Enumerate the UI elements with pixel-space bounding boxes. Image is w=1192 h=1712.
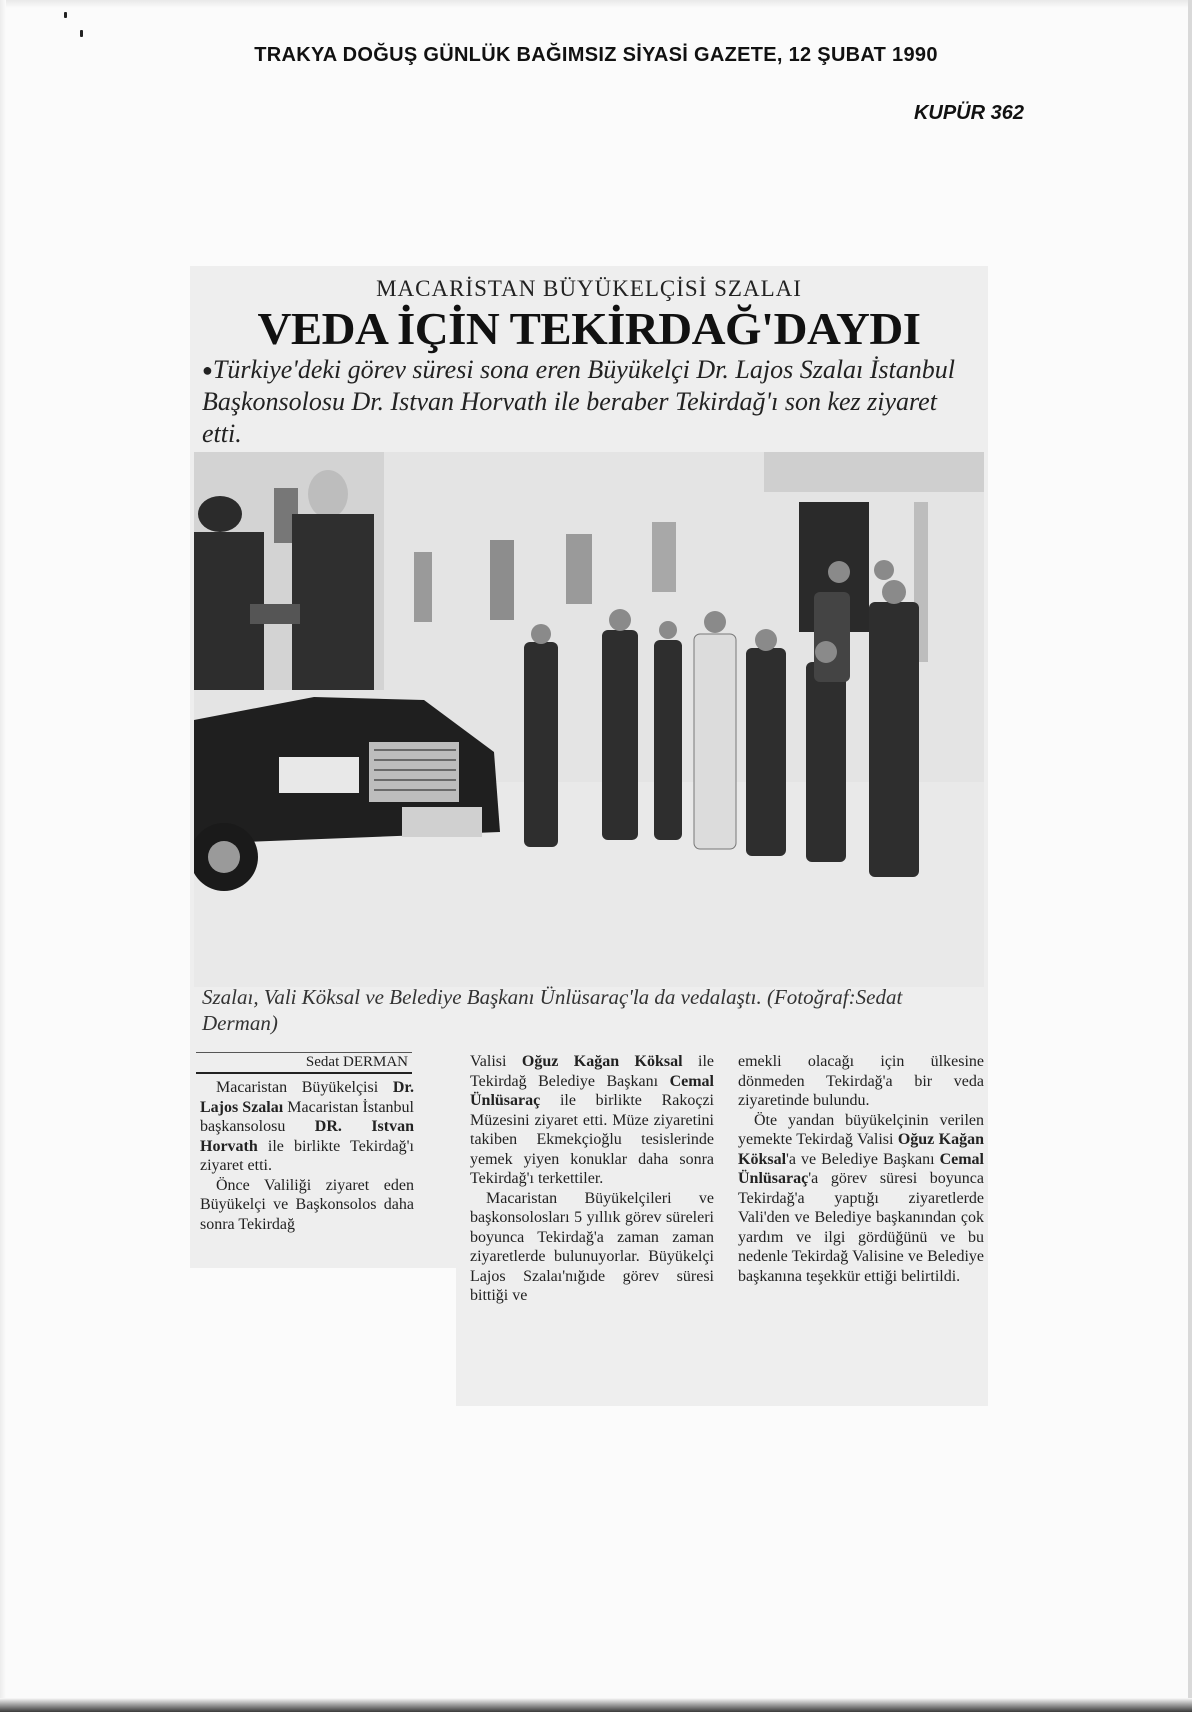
article-column-1 [200, 1078, 414, 1264]
page-title: TRAKYA DOĞUŞ GÜNLÜK BAĞIMSIZ SİYASİ GAZETE, 12 ŞUBAT 1990 [254, 44, 938, 66]
deck-text: Türkiye'deki görev süresi sona eren Büyükelçi Dr. Lajos Szalaı İstanbul Başkonsolosu Dr. Istvan Horvath ile beraber Tekirdağ'ı son kez ziyaret etti. [202, 355, 955, 448]
photo-illustration [194, 452, 984, 987]
scan-edge-top [0, 0, 1192, 8]
article-headline: VEDA İÇİN TEKİRDAĞ'DAYDI [257, 303, 921, 354]
article-deck [202, 354, 982, 450]
photo-caption: Szalaı, Vali Köksal ve Belediye Başkanı Ünlüsaraç'la da vedalaştı. (Fotoğraf:Sedat Derman) [202, 985, 903, 1035]
paragraph: Macaristan Büyükelçileri ve başkonsolosları 5 yıllık görev süreleri boyunca Tekirdağ'a zaman zaman ziyaretlerde bulunuyorlar. Büyükelçi Lajos Szalaı'nığıde görev süresi bittiği ve [470, 1189, 714, 1304]
paragraph: Valisi Oğuz Kağan Köksal ile Tekirdağ Belediye Başkanı Cemal Ünlüsaraç ile birlikte Rakoçzi Müzesini ziyaret etti. Müze ziyaretini takiben Ekmekçioğlu tesislerinde yemek yiyen konuklar daha sonra Tekirdağ'ı terkettiler. [470, 1053, 714, 1187]
scan-edge-left [0, 0, 6, 1712]
scan-edge-bottom [0, 1698, 1192, 1712]
scan-edge-right [1188, 0, 1192, 1712]
news-photo [194, 452, 984, 987]
paragraph: Öte yandan büyükelçinin verilen yemekte Tekirdağ Valisi Oğuz Kağan Köksal'a ve Belediye Başkanı Cemal Ünlüsaraç'a görev süresi boyunca Tekirdağ'a yaptığı ziyaretlerde Vali'den ve Belediye başkanından çok yardım ve ilgi gördüğünü ve bu nedenle Tekirdağ Valisine ve Belediye başkanına teşekkür ettiği belirtildi. [738, 1111, 984, 1285]
scan-dust-mark [64, 12, 67, 18]
paragraph: Önce Valiliği ziyaret eden Büyükelçi ve Başkonsolos daha sonra Tekirdağ [200, 1176, 414, 1233]
article-column-3 [738, 1052, 984, 1404]
byline: Sedat DERMAN [196, 1052, 412, 1074]
paragraph: emekli olacağı için ülkesine dönmeden Tekirdağ'a bir veda ziyaretinde bulundu. [738, 1053, 984, 1109]
deck-bullet: ● [202, 360, 213, 380]
clip-number: KUPÜR 362 [913, 102, 1024, 124]
article-column-2 [470, 1052, 714, 1404]
paragraph: Macaristan Büyükelçisi Dr. Lajos Szalaı Macaristan İstanbul başkansolosu DR. Istvan Horvath ile birlikte Tekirdağ'ı ziyaret etti. [200, 1079, 414, 1174]
scan-dust-mark [80, 30, 83, 37]
article-kicker: MACARİSTAN BÜYÜKELÇİSİ SZALAI [376, 276, 802, 301]
